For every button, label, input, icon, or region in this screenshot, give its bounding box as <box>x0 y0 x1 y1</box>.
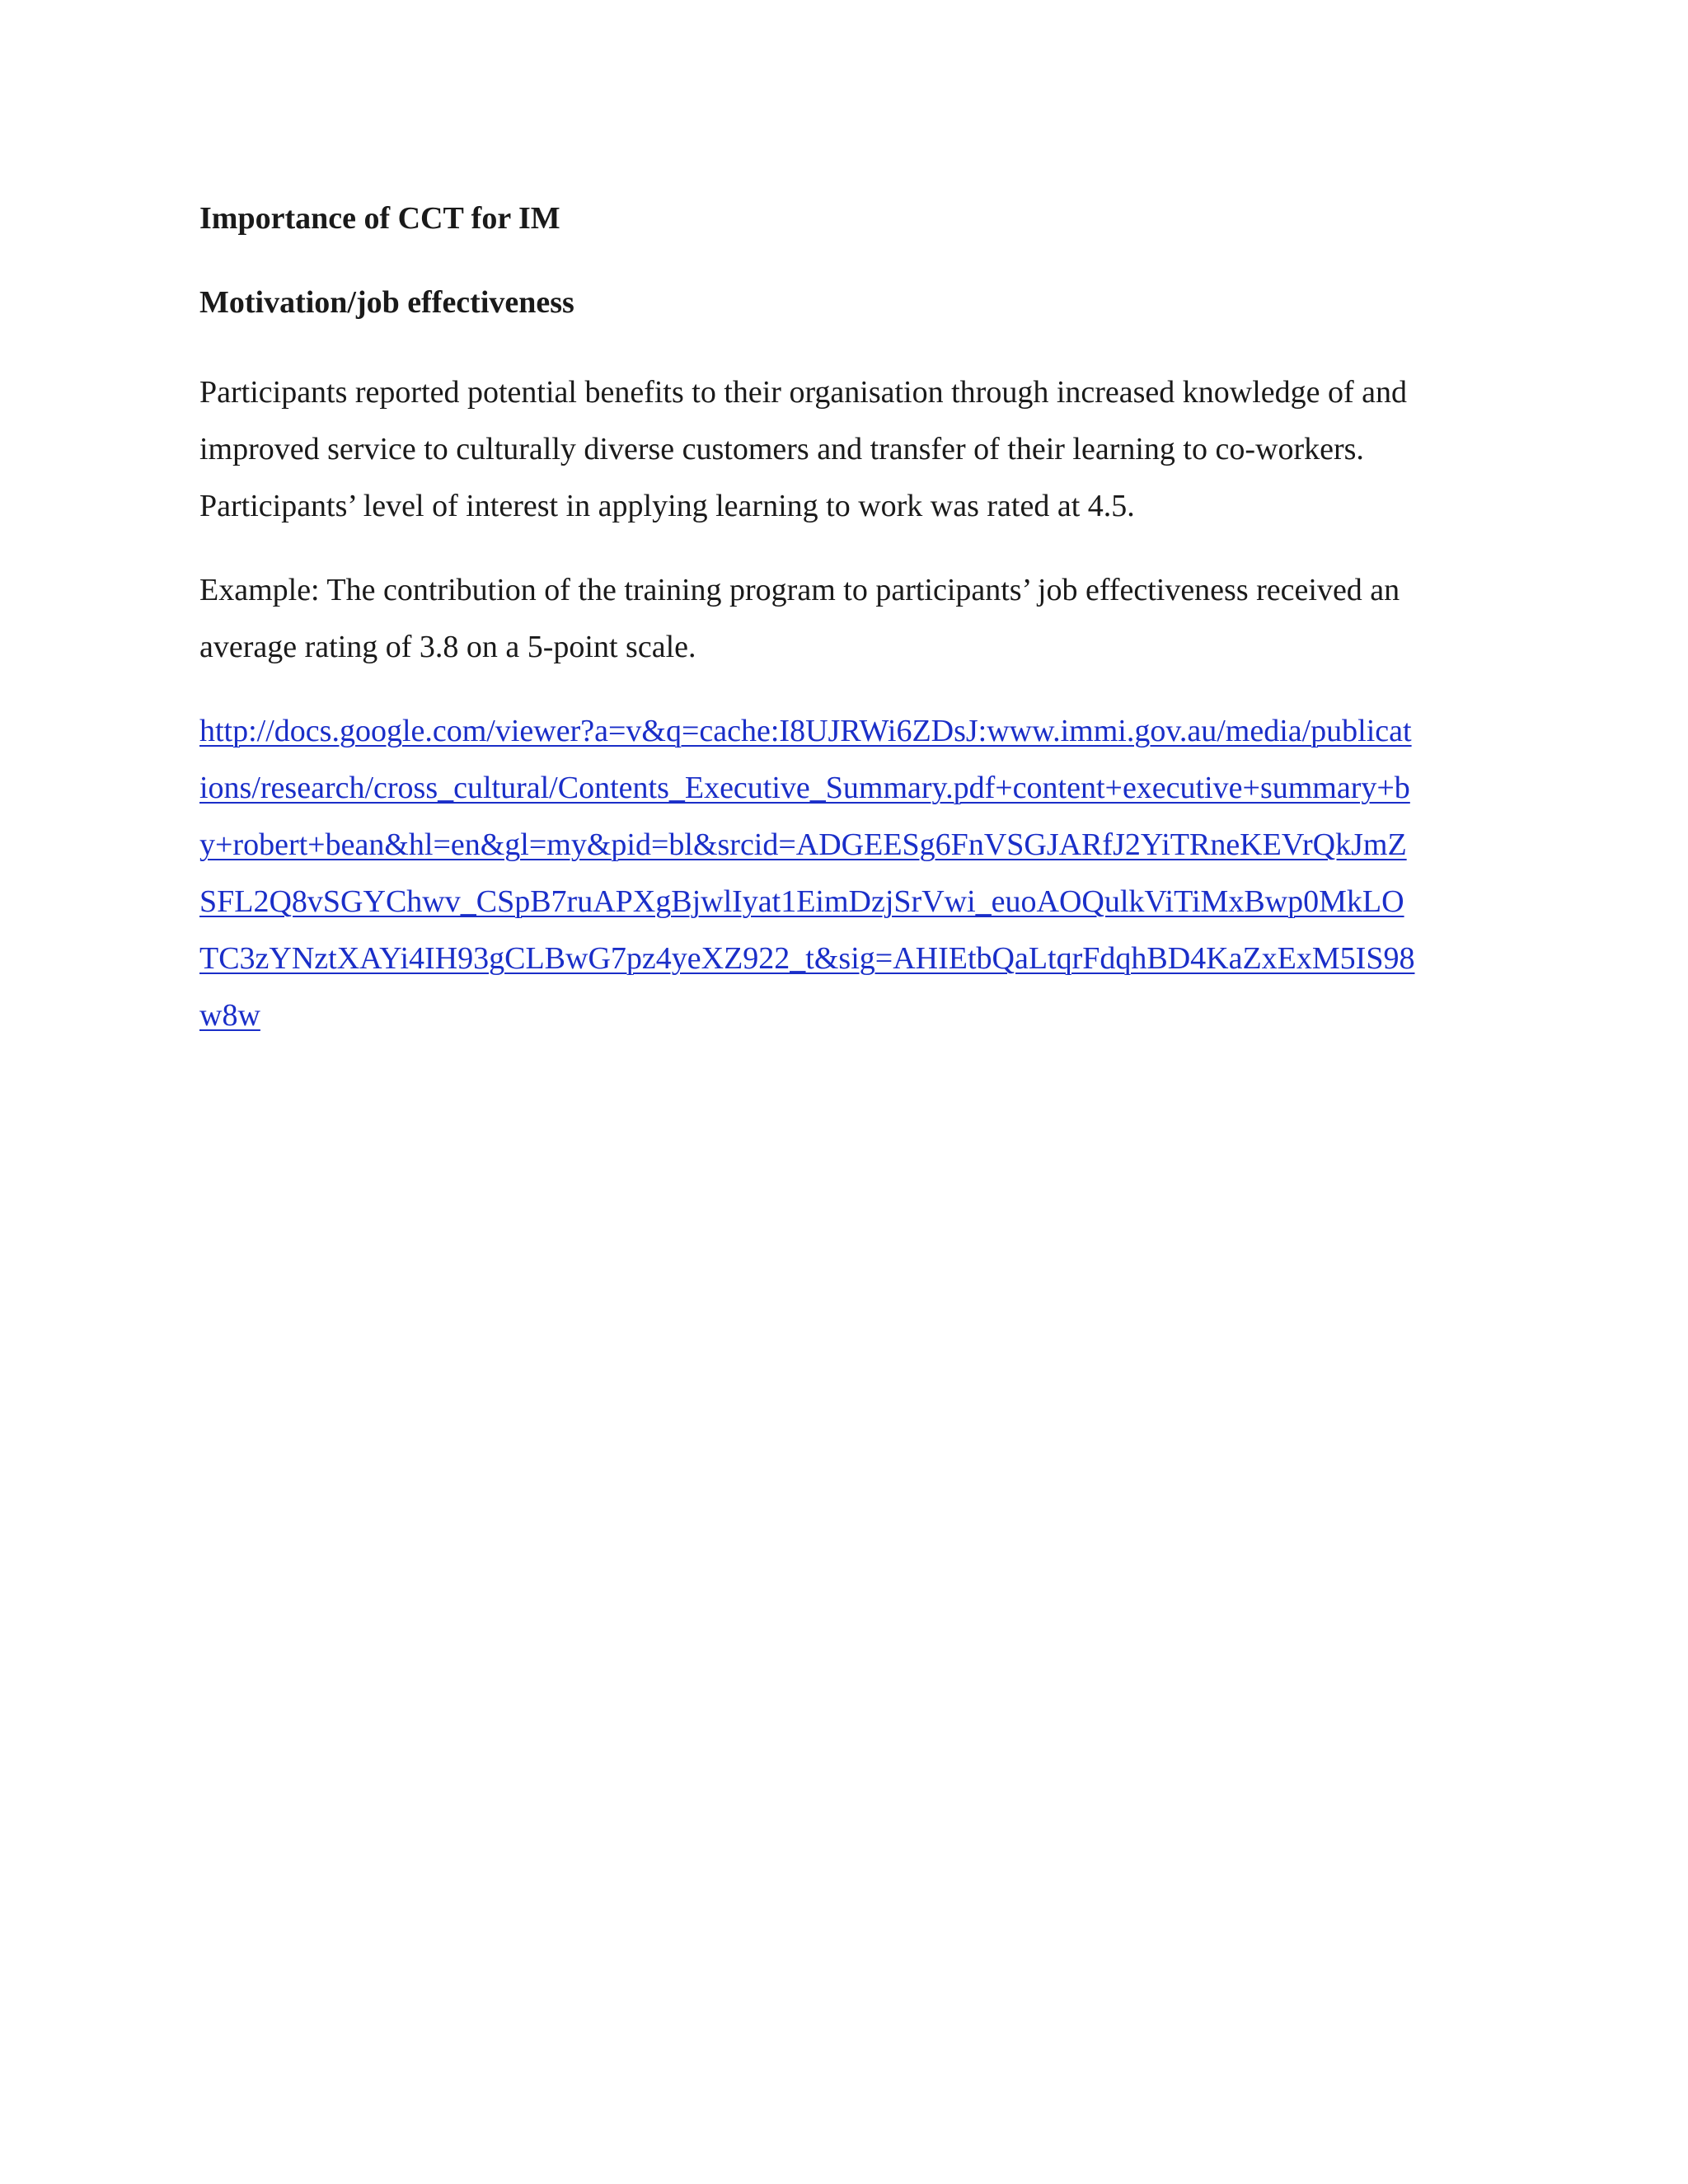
section-heading: Importance of CCT for IM <box>199 201 560 236</box>
paragraph-example <box>199 562 1493 676</box>
paragraph-line: average rating of 3.8 on a 5-point scale. <box>199 630 696 664</box>
link-line[interactable]: ions/research/cross_cultural/Contents_Executive_Summary.pdf+content+executive+summary+b <box>199 771 1410 805</box>
source-link[interactable] <box>199 703 1493 1044</box>
subsection-heading: Motivation/job effectiveness <box>199 285 574 320</box>
document-page <box>199 198 1493 1044</box>
paragraph-line: Participants reported potential benefits to their organisation through increased knowledge of and <box>199 375 1408 410</box>
link-line[interactable]: y+robert+bean&hl=en&gl=my&pid=bl&srcid=ADGEESg6FnVSGJARfJ2YiTRneKEVrQkJmZ <box>199 827 1407 862</box>
paragraph-line: Example: The contribution of the training program to participants’ job effectiveness received an <box>199 573 1400 607</box>
link-line[interactable]: w8w <box>199 998 260 1033</box>
link-line[interactable]: TC3zYNztXAYi4IH93gCLBwG7pz4yeXZ922_t&sig=AHIEtbQaLtqrFdqhBD4KaZxExM5IS98 <box>199 941 1415 976</box>
paragraph-benefits <box>199 364 1493 535</box>
link-line[interactable]: SFL2Q8vSGYChwv_CSpB7ruAPXgBjwlIyat1EimDzjSrVwi_euoAOQulkViTiMxBwp0MkLO <box>199 884 1404 919</box>
paragraph-line: improved service to culturally diverse customers and transfer of their learning to co-workers. <box>199 432 1364 466</box>
paragraph-line: Participants’ level of interest in applying learning to work was rated at 4.5. <box>199 489 1135 523</box>
link-line[interactable]: http://docs.google.com/viewer?a=v&q=cache:I8UJRWi6ZDsJ:www.immi.gov.au/media/publicat <box>199 714 1412 748</box>
